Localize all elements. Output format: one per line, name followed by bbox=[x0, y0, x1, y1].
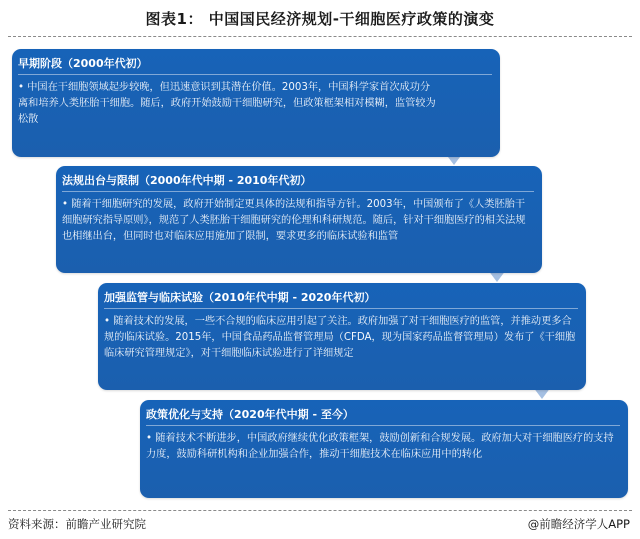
stage-divider bbox=[104, 308, 578, 309]
stage-box-supervision bbox=[98, 283, 586, 390]
stage-heading: 政策优化与支持（2020年代中期 - 至今） bbox=[146, 408, 354, 421]
credit-note: @前瞻经济学人APP bbox=[527, 517, 630, 531]
stage-heading: 法规出台与限制（2000年代中期 - 2010年代初） bbox=[62, 174, 312, 187]
figure-title: 图表1： 中国国民经济规划-干细胞医疗政策的演变 bbox=[145, 10, 495, 28]
stage-box-early bbox=[12, 49, 500, 157]
stage-divider bbox=[62, 191, 534, 192]
stage-box-optimization bbox=[140, 400, 628, 498]
stage-heading: 早期阶段（2000年代初） bbox=[18, 57, 148, 70]
stage-divider bbox=[146, 425, 620, 426]
title-divider bbox=[8, 36, 632, 37]
stage-body: • 随着干细胞研究的发展，政府开始制定更具体的法规和指导方针。2003年，中国颁布了《人类胚胎干细胞研究指导原则》，规范了人类胚胎干细胞研究的伦理和科研规范。随后，针对干细胞医疗的相关法规也相继出台，但同时也对临床应用施加了限制，要求更多的临床试验和监管 bbox=[62, 199, 526, 242]
stage-box-regulation bbox=[56, 166, 542, 273]
stage-body: • 随着技术不断进步，中国政府继续优化政策框架，鼓励创新和合规发展。政府加大对干细胞医疗的支持力度，鼓励科研机构和企业加强合作，推动干细胞技术在临床应用中的转化 bbox=[146, 433, 614, 460]
stage-divider bbox=[18, 74, 492, 75]
stage-body: • 随着技术的发展，一些不合规的临床应用引起了关注。政府加强了对干细胞医疗的监管，并推动更多合规的临床试验。2015年，中国食品药品监督管理局（CFDA，现为国家药品监督管理局）发布了《干细胞临床研究管理规定》，对干细胞临床试验进行了详细规定 bbox=[104, 316, 576, 359]
source-note: 资料来源：前瞻产业研究院 bbox=[8, 517, 146, 531]
footer-divider bbox=[8, 510, 632, 511]
stage-heading: 加强监管与临床试验（2010年代中期 - 2020年代初） bbox=[104, 291, 376, 304]
stage-body: • 中国在干细胞领域起步较晚，但迅速意识到其潜在价值。2003年，中国科学家首次成功分离和培养人类胚胎干细胞。随后，政府开始鼓励干细胞研究，但政策框架相对模糊，监管较为松散 bbox=[18, 82, 436, 125]
